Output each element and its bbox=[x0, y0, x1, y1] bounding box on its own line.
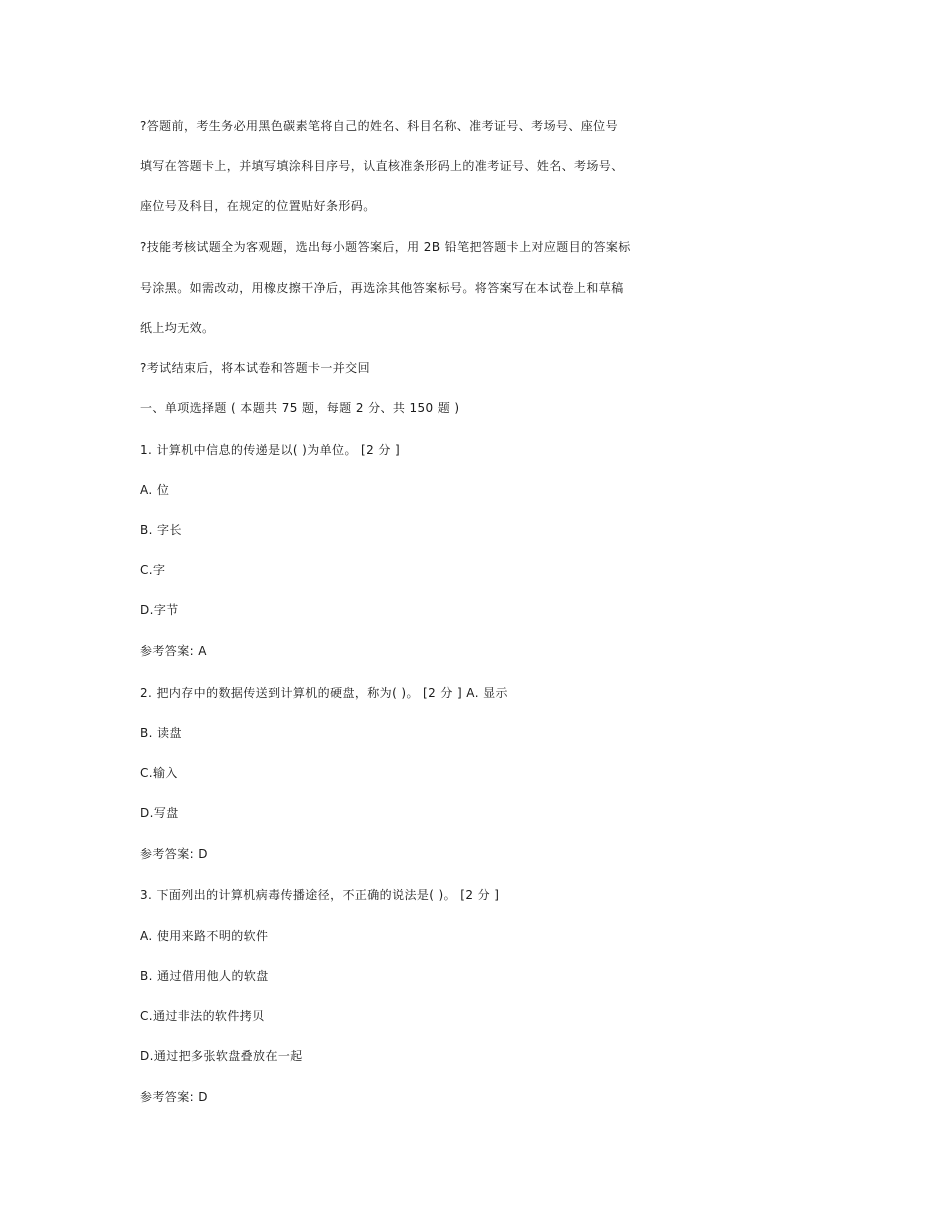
instruction-line: 座位号及科目，在规定的位置贴好条形码。 bbox=[140, 199, 376, 213]
question-option: D.写盘 bbox=[140, 806, 179, 820]
question-stem: 1. 计算机中信息的传递是以( )为单位。 [2 分 ] bbox=[140, 443, 401, 457]
instruction-line: ?考试结束后，将本试卷和答题卡一并交回 bbox=[140, 361, 370, 375]
reference-answer: 参考答案: D bbox=[140, 847, 208, 861]
question-option: B. 通过借用他人的软盘 bbox=[140, 969, 269, 983]
question-option: A. 使用来路不明的软件 bbox=[140, 929, 269, 943]
question-option: D.通过把多张软盘叠放在一起 bbox=[140, 1049, 303, 1063]
question-option: D.字节 bbox=[140, 603, 179, 617]
question-option: C.字 bbox=[140, 563, 166, 577]
section-title: 一、单项选择题 ( 本题共 75 题，每题 2 分、共 150 题 ) bbox=[140, 401, 460, 415]
instruction-line: 纸上均无效。 bbox=[140, 321, 215, 335]
reference-answer: 参考答案: D bbox=[140, 1090, 208, 1104]
question-option: C.通过非法的软件拷贝 bbox=[140, 1009, 265, 1023]
question-option: A. 位 bbox=[140, 483, 170, 497]
question-option: B. 读盘 bbox=[140, 726, 182, 740]
reference-answer: 参考答案: A bbox=[140, 644, 207, 658]
question-option: B. 字长 bbox=[140, 523, 182, 537]
instruction-line: 号涂黑。如需改动，用橡皮擦干净后，再选涂其他答案标号。将答案写在本试卷上和草稿 bbox=[140, 281, 624, 295]
question-stem: 2. 把内存中的数据传送到计算机的硬盘，称为( )。 [2 分 ] A. 显示 bbox=[140, 686, 508, 700]
question-option: C.输入 bbox=[140, 766, 178, 780]
instruction-line: ?答题前，考生务必用黑色碳素笔将自己的姓名、科目名称、准考证号、考场号、座位号 bbox=[140, 119, 618, 133]
instruction-line: 填写在答题卡上，并填写填涂科目序号，认直核准条形码上的准考证号、姓名、考场号、 bbox=[140, 159, 624, 173]
instruction-line: ?技能考核试题全为客观题，选出每小题答案后，用 2B 铅笔把答题卡上对应题目的答案标 bbox=[140, 240, 631, 254]
question-stem: 3. 下面列出的计算机病毒传播途径，不正确的说法是( )。 [2 分 ] bbox=[140, 888, 500, 902]
